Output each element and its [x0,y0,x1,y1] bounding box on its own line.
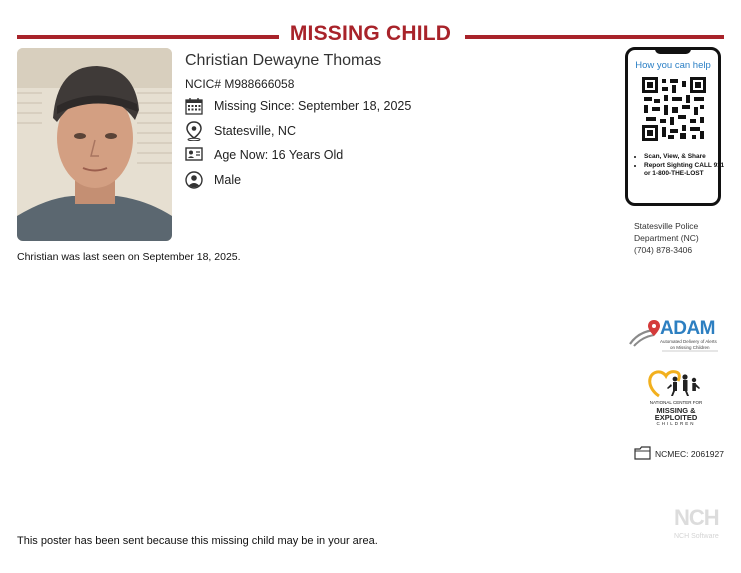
ncmec-wordmark-line4: CHILDREN [656,421,696,426]
poster-title: MISSING CHILD [289,22,452,45]
qr-code[interactable] [642,77,706,141]
help-instructions [632,153,730,179]
folder-icon [634,446,651,460]
calendar-icon [185,97,203,115]
adam-tagline-line1: Automated Delivery of Alerts [660,339,717,344]
person-icon [185,171,203,189]
sex: Male [214,173,242,187]
ncmec-wordmark-line2: MISSING & [656,406,696,415]
agency-name-line2: Department (NC) [634,233,699,243]
adam-tagline-line2: on Missing Children [670,345,710,350]
nch-watermark-mark: NCH [674,505,719,530]
help-bullet-report: • Report Sighting CALL 911 or 1-800-THE-LOST [644,162,730,178]
agency-name-line1: Statesville Police [634,221,699,231]
ncmec-wordmark-line1: NATIONAL CENTER FOR [649,400,703,405]
child-photo [17,48,172,241]
phone-notch [655,49,691,54]
location-pin-icon [185,121,203,139]
adam-wordmark: ADAM [660,318,715,339]
ncmec-wordmark-line3: EXPLOITED [654,413,698,422]
ncmec-logo [645,368,707,428]
adam-logo [628,318,723,356]
ncic-number: NCIC# M988666058 [185,77,295,91]
help-bullet-share: • Scan, View, & Share [644,153,730,161]
nch-watermark [674,505,730,545]
last-seen-text: Christian was last seen on September 18, 2025. [17,251,241,263]
age-now: Age Now: 16 Years Old [214,148,344,162]
id-card-icon [185,146,203,164]
footer-disclaimer: This poster has been sent because this missing child may be in your area. [17,535,378,547]
help-title: How you can help [635,60,711,71]
nch-watermark-label: NCH Software [674,533,719,540]
last-known-location: Statesville, NC [214,124,296,138]
missing-since: Missing Since: September 18, 2025 [214,99,412,113]
agency-phone: (704) 878-3406 [634,245,693,255]
child-name: Christian Dewayne Thomas [185,52,382,69]
help-card [625,47,725,206]
ncmec-case-number: NCMEC: 2061927 [655,449,724,459]
